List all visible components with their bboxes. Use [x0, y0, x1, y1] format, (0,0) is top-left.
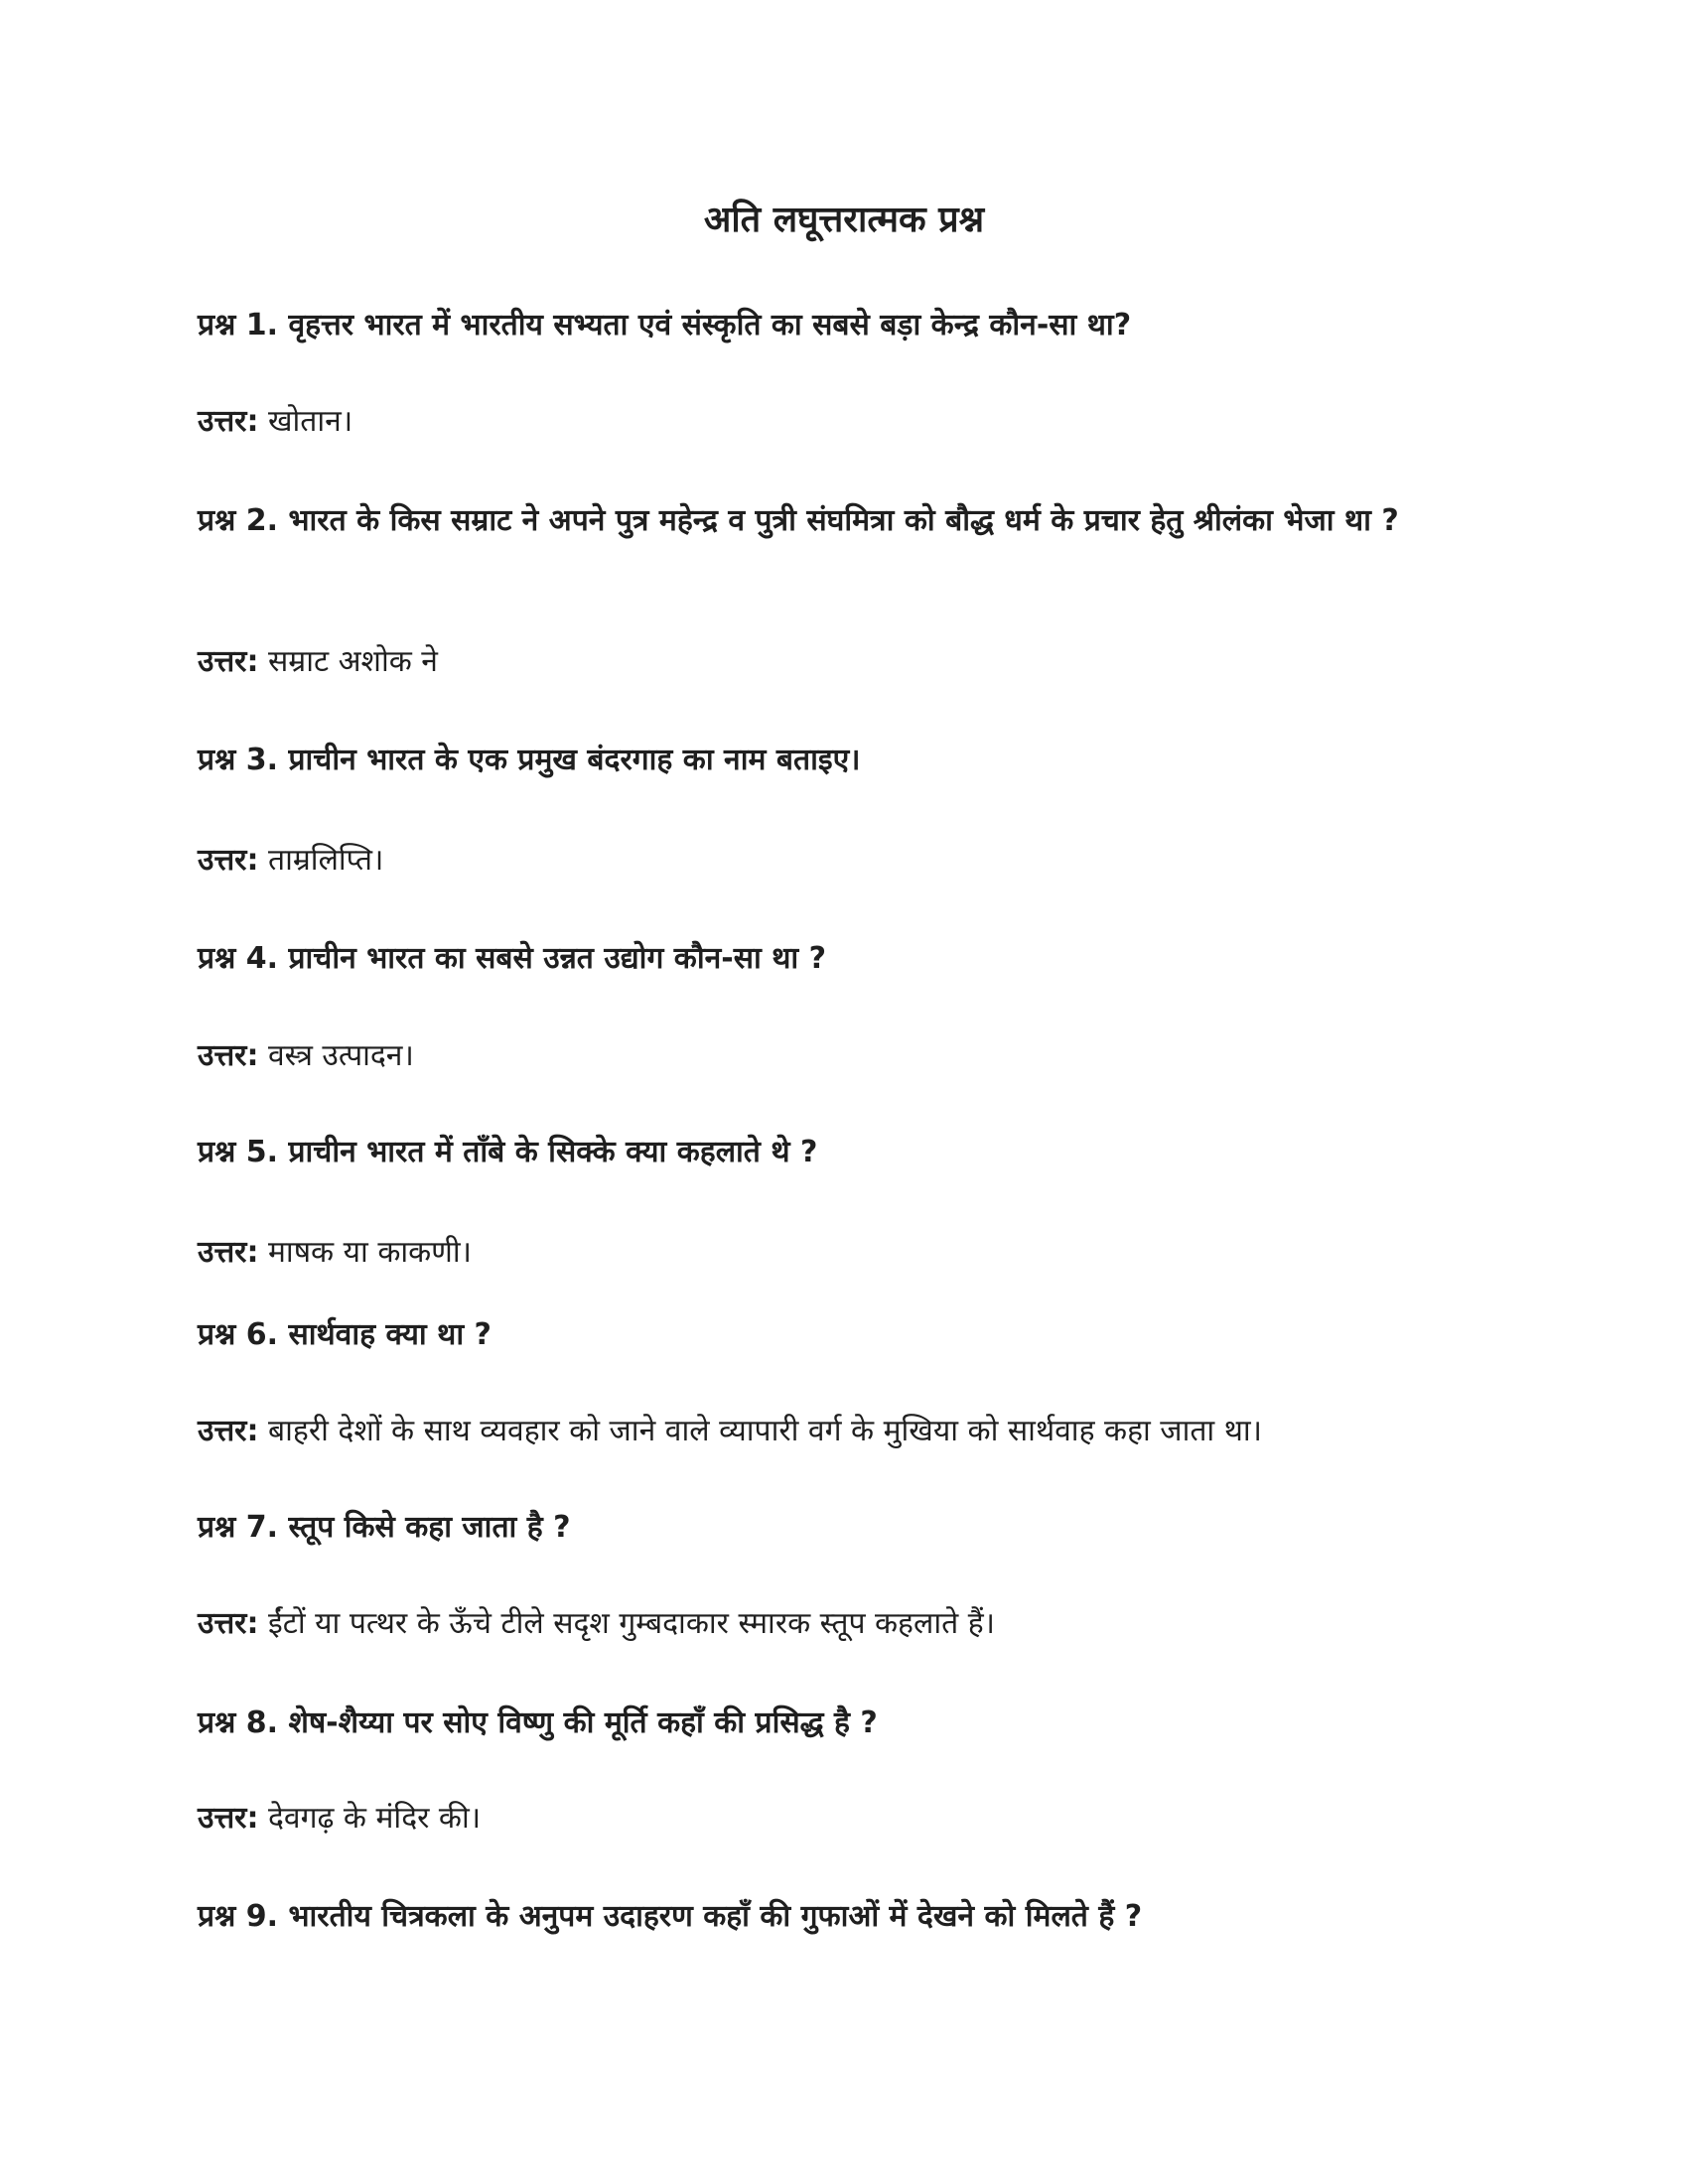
answer-text: वस्त्र उत्पादन। — [267, 1038, 414, 1073]
answer-label: उत्तर: — [198, 843, 259, 878]
answer-4 — [198, 1034, 1488, 1077]
answer-text: देवगढ़ के मंदिर की। — [267, 1801, 482, 1836]
answer-text: खोतान। — [267, 404, 353, 439]
answer-label: उत्तर: — [198, 644, 259, 679]
answer-label: उत्तर: — [198, 1801, 259, 1836]
question-6: प्रश्न 6. सार्थवाह क्या था ? — [198, 1317, 492, 1352]
answer-label: उत्तर: — [198, 1414, 259, 1448]
answer-6 — [198, 1410, 1588, 1452]
answer-label: उत्तर: — [198, 1038, 259, 1073]
question-3: प्रश्न 3. प्राचीन भारत के एक प्रमुख बंदरगाह का नाम बताइए। — [198, 743, 861, 777]
answer-3 — [198, 839, 1488, 882]
answer-text: ताम्रलिप्ति। — [267, 843, 384, 878]
question-9: प्रश्न 9. भारतीय चित्रकला के अनुपम उदाहरण कहाँ की गुफाओं में देखने को मिलते हैं ? — [198, 1899, 1143, 1934]
answer-text: ईंटों या पत्थर के ऊँचे टीले सदृश गुम्बदाकार स्मारक स्तूप कहलाते हैं। — [267, 1606, 996, 1641]
answer-8 — [198, 1797, 1488, 1840]
answer-label: उत्तर: — [198, 404, 259, 439]
answer-1 — [198, 400, 1488, 443]
page-title: अति लघूत्तरात्मक प्रश्न — [703, 200, 985, 240]
answer-label: उत्तर: — [198, 1235, 259, 1270]
answer-7 — [198, 1602, 1488, 1645]
question-5: प्रश्न 5. प्राचीन भारत में ताँबे के सिक्के क्या कहलाते थे ? — [198, 1135, 818, 1169]
answer-2 — [198, 640, 1488, 683]
answer-text: सम्राट अशोक ने — [267, 644, 438, 679]
question-2: प्रश्न 2. भारत के किस सम्राट ने अपने पुत्र महेन्द्र व पुत्री संघमित्रा को बौद्ध धर्म के प्रचार हेतु श्रीलंका भेजा था ? — [198, 503, 1399, 538]
answer-text: माषक या काकणी। — [267, 1235, 472, 1270]
question-1: प्रश्न 1. वृहत्तर भारत में भारतीय सभ्यता एवं संस्कृति का सबसे बड़ा केन्द्र कौन-सा था? — [198, 308, 1132, 342]
question-8: प्रश्न 8. शेष-शैय्या पर सोए विष्णु की मूर्ति कहाँ की प्रसिद्ध है ? — [198, 1706, 878, 1740]
question-7: प्रश्न 7. स्तूप किसे कहा जाता है ? — [198, 1510, 571, 1545]
answer-label: उत्तर: — [198, 1606, 259, 1641]
answer-text: बाहरी देशों के साथ व्यवहार को जाने वाले व्यापारी वर्ग के मुखिया को सार्थवाह कहा जाता था। — [267, 1414, 1263, 1448]
question-4: प्रश्न 4. प्राचीन भारत का सबसे उन्नत उद्योग कौन-सा था ? — [198, 941, 826, 976]
answer-5 — [198, 1231, 1488, 1274]
